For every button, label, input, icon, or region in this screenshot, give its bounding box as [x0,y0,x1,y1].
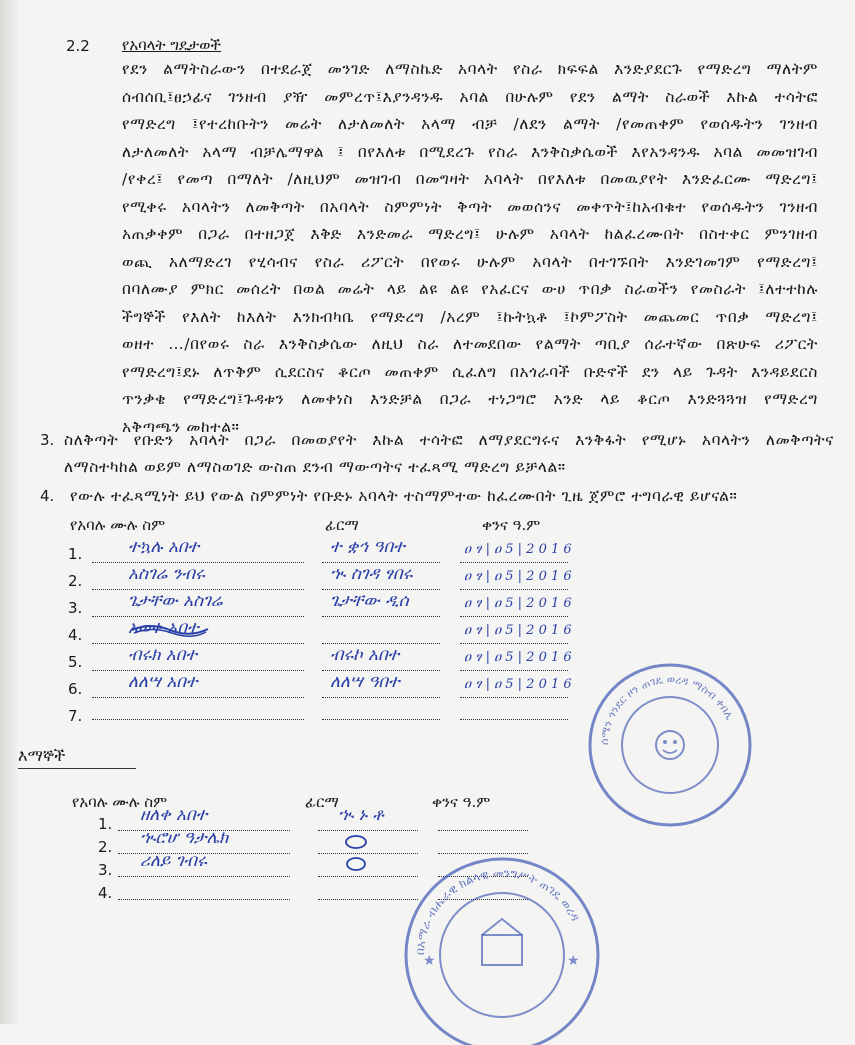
signature-line [322,589,440,590]
witnesses-title: እማኞች [18,746,66,765]
date-line [438,853,528,854]
signature-line [322,697,440,698]
row-number: 5. [68,653,83,671]
body-line: ሰብሰቢ፤ፀኃፊና ገንዘብ ያዥ መምረጥ፤እያንዳንዱ አባል በሁሉም የደን ልማት ስራወች እኩል ተሳትፎ [122,87,818,106]
member-name: ብሩክ አበተ [128,645,197,665]
body-line: በባለሙያ ምክር መሰረት በወል መሬት ላይ ልዩ ልዩ የአፈርና ውሀ ጥበቃ ስራወችን የመስራት ፤ለተተከሉ [122,280,818,298]
date-line [460,697,568,698]
witnesses-title-rule [18,768,136,769]
row-number: 2. [98,838,113,856]
witness-name: ሪለይ ገብሩ [140,851,207,871]
name-line [92,697,304,698]
signature-line [322,719,440,720]
witness-signature: ኊ ኑ ቶ [338,805,384,825]
section-number: 2.2 [66,37,90,55]
section-title: የአባላት ግዴታወች [122,36,222,54]
body-line: ወጪ አለማድረገ የሂሳብና የስራ ሪፖርት በየወሩ ሁሉም አባላት በተገኙበት እንድገመገም የማድረግ፤ [122,252,818,271]
member-signature: ጌታቸው ዲሰ [330,591,409,611]
scan-shadow-edge [0,0,20,1024]
member-date: ዐ ፃ | ዐ 5 | 2 0 1 6 [464,542,572,557]
witness-signature-marks [338,830,378,880]
witness-signature-header: ፊርማ [305,793,339,811]
name-line [92,616,304,617]
body-line: አጠቃቀም በጋራ በተዘጋጀ እቅድ እንድመራ ማድረግ፤ ሁሉም አባላት ከልፈረሙበት በስተቀር ምንገዘብ [122,225,818,243]
name-line [118,876,290,877]
name-line [92,643,304,644]
date-line [460,562,568,563]
name-line [92,589,304,590]
member-date: ዐ ፃ | ዐ 5 | 2 0 1 6 [464,623,572,638]
member-name: ጌታቸው አስገሬ [128,591,223,611]
body-line: የማድረግ ፤የተረከቡትን መሬት ለታለመለት አላማ ብቻ /ለደን ልማት /የመጠቀም የወሰዱትን ገንዘብ [122,115,818,133]
body-line: ለታለመለት አላማ ብቻሌማዋል ፤ በየእለቱ በሚደረጉ የስራ እንቅስቃሴወች እየአንዳንዱ አባል መመዝገብ [122,142,818,161]
svg-text:★: ★ [567,953,580,969]
row-number: 6. [68,680,83,698]
row-number: 4. [98,884,113,902]
date-line [460,643,568,644]
name-line [92,670,304,671]
body-line: ጥንቃቄ የማድረግ፤ጉዳቱን ለመቀነስ እንድቻል በጋራ ተነጋግሮ አንድ ላይ ቆርጦ እንድጓጓዝ የማድረግ [122,390,818,408]
name-line [118,899,290,900]
member-date: ዐ ፃ | ዐ 5 | 2 0 1 6 [464,650,572,665]
svg-text:★: ★ [423,953,436,969]
members-name-header: የአባሉ ሙሉ ስም [70,516,166,534]
body-line: አቅጣጫን መከተል። [122,417,240,436]
official-stamp-upper [585,660,755,830]
stamp-ring-text: ሰሜን ጎንደር ዞን ጠገዴ ወረዳ ማስብ ቀበሌ [597,672,737,746]
body-line: የሚቀሩ አባላትን ለመቅጣት በአባላት ስምምነት ቅጣት መወሰንና መቀጥት፤ከአብቁተ የወሰዱትን ገንዘብ [122,197,818,216]
member-date: ዐ ፃ | ዐ 5 | 2 0 1 6 [464,569,572,584]
signature-line [322,670,440,671]
member-name: አስገሬ ንብሩ [128,564,205,584]
clause-3-line: ለማስተካከል ወይም ለማስወገድ ውስጠ ደንብ ማውጣትና ተፈጻሚ ማድረግ ይቻላል። [64,458,566,476]
member-name: ለለሣ አበተ [128,672,198,692]
date-line [460,589,568,590]
section-body [122,60,818,445]
body-line: ወዘተ …/በየወሩ ስራ እንቅስቃሴው ለዚህ ስራ ለተመደበው የልማት ጣቢያ ሰራተኛው በጽሁፍ ሪፖርት [122,335,818,353]
signature-line [322,562,440,563]
member-signature: ብሩኮ አበተ [330,645,400,665]
member-date: ዐ ፃ | ዐ 5 | 2 0 1 6 [464,677,572,692]
clause-4-text: የውሉ ተፈጻሚነት ይህ የውል ስምምነት የቡድኑ አባላት ተስማምተው ከፈረሙበት ጊዜ ጀምሮ ተግባራዊ ይሆናል። [70,487,738,505]
clause-3-line: ስለቅጣት የቡድን አባላት በጋራ በመወያየት እኩል ተሳትፎ ለማያደርግሩና እንቅፋት የሚሆኑ አባላትን ለመቅጣትና [64,431,834,449]
row-number: 3. [68,599,83,617]
name-line [92,562,304,563]
member-signature: ለለሣ ዓበተ [330,672,400,692]
row-number: 1. [98,815,113,833]
date-line [438,830,528,831]
witness-date-header: ቀንና ዓ.ም [432,793,491,811]
row-number: 2. [68,572,83,590]
row-number: 1. [68,545,83,563]
clause-3-number: 3. [40,431,55,449]
witness-name: ዘለቀ አበተ [140,805,208,825]
row-number: 7. [68,707,83,725]
signature-line [322,643,440,644]
members-date-header: ቀንና ዓ.ም [482,516,541,534]
member-signature: ኊ ስገዳ ፃበሩ [330,564,413,584]
body-line: የደን ልማትስራውን በተደራጀ መንገድ ለማስኬድ አባላት የስራ ክፍፍል እንድያደርጉ የማድረግ ማለትም [122,60,818,78]
official-stamp-lower [395,855,610,1045]
member-date: ዐ ፃ | ዐ 5 | 2 0 1 6 [464,596,572,611]
date-line [460,670,568,671]
scribble-strikethrough [130,620,210,640]
row-number: 4. [68,626,83,644]
members-signature-header: ፊርማ [325,516,359,534]
body-line: /የቀረ፤ የመጣ በማለት /ለዚህም መዝገብ በመግዛት አባላት በየእለቱ በመዉያየት እንድፈርሙ ማድረግ፤ [122,170,818,188]
member-name: አወቀ አበተ [128,618,199,638]
signature-line [322,616,440,617]
name-line [92,719,304,720]
svg-text:በአማራ ብሔራዊ ክልላዊ መንግሥት ጠገዴ ወረዳ [413,866,583,955]
member-signature: ተ ቋኅ ዓበተ [330,537,405,557]
clause-4-number: 4. [40,487,55,505]
witness-name: ኊሮሆ ዓታሌክ [140,828,229,848]
witness-name-header: የአባሉ ሙሉ ስም [72,793,168,811]
body-line: ችግኞች የእለት ከእለት እንክብካቤ የማድረግ /አረም ፤ኩትኳቶ ፤ኮምፖስት መጨመር ጥበቃ ማድረግ፤ [122,307,818,326]
stamp-ring-text: በአማራ ብሔራዊ ክልላዊ መንግሥት ጠገዴ ወረዳ [412,865,583,956]
row-number: 3. [98,861,113,879]
date-line [460,616,568,617]
member-name: ተኳሉ አበተ [128,537,200,557]
body-line: የማድረግ፤ደኑ ለጥቅም ሲደርስና ቆርጦ መጠቀም ሲፈለግ በአጎራባች ቡድኖች ደን ላይ ጉዳት እንዳይደርስ [122,362,818,381]
date-line [460,719,568,720]
